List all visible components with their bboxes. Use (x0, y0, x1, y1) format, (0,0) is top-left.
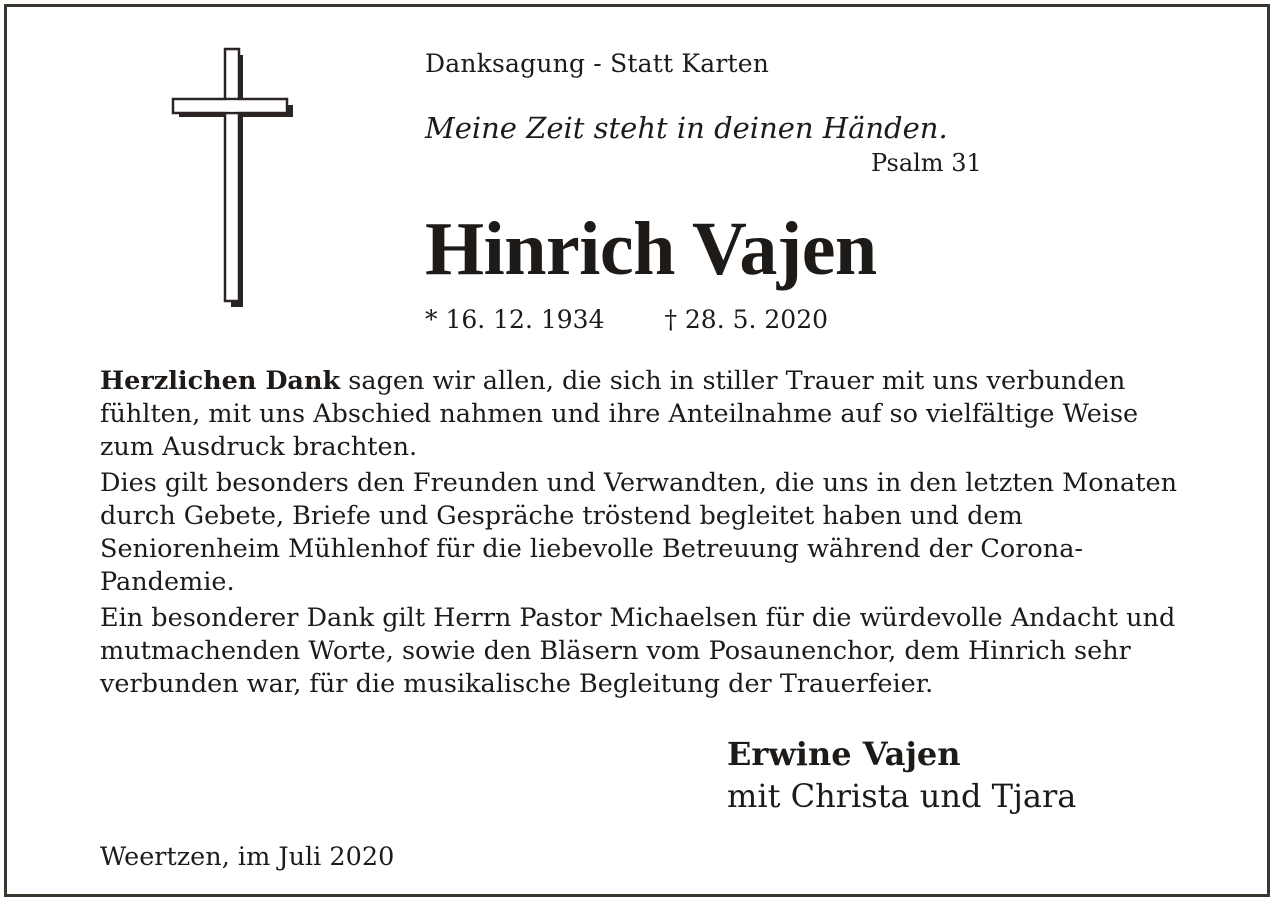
notice-header: Danksagung - Statt Karten (425, 49, 770, 78)
thanks-paragraph-3: Ein besonderer Dank gilt Herrn Pastor Michaelsen für die würdevolle Andacht und mutmachenden Worte, sowie den Bläsern vom Posaunenchor, dem Hinrich sehr verbunden war, für die musikalische Begleitung der Trauerfeier. (100, 603, 1176, 699)
thanks-lead: Herzlichen Dank (100, 366, 341, 396)
thanks-paragraph-1 (100, 365, 1200, 464)
notice-frame (4, 4, 1270, 897)
place-date: Weertzen, im Juli 2020 (100, 842, 395, 872)
signature-family: mit Christa und Tjara (727, 777, 1077, 815)
thanks-paragraph-1-text: sagen wir allen, die sich in stiller Trauer mit uns verbunden fühlten, mit uns Abschied nahmen und ihre Anteilnahme auf so vielfältige Weise zum Ausdruck brachten. (100, 366, 1139, 462)
cross-icon (167, 47, 297, 309)
death-date: † 28. 5. 2020 (664, 305, 829, 334)
motto-verse: Meine Zeit steht in deinen Händen. (425, 111, 948, 145)
motto-source: Psalm 31 (871, 149, 982, 177)
signature-name: Erwine Vajen (727, 735, 961, 773)
birth-date: * 16. 12. 1934 (425, 305, 605, 334)
deceased-name: Hinrich Vajen (425, 207, 877, 291)
thanks-text (100, 365, 1200, 704)
thanks-paragraph-2: Dies gilt besonders den Freunden und Verwandten, die uns in den letzten Monaten durch Gebete, Briefe und Gespräche tröstend begleitet haben und dem Seniorenheim Mühlenhof für die liebevolle Betreuung während der Corona-Pandemie. (100, 468, 1178, 597)
life-dates (425, 305, 828, 334)
